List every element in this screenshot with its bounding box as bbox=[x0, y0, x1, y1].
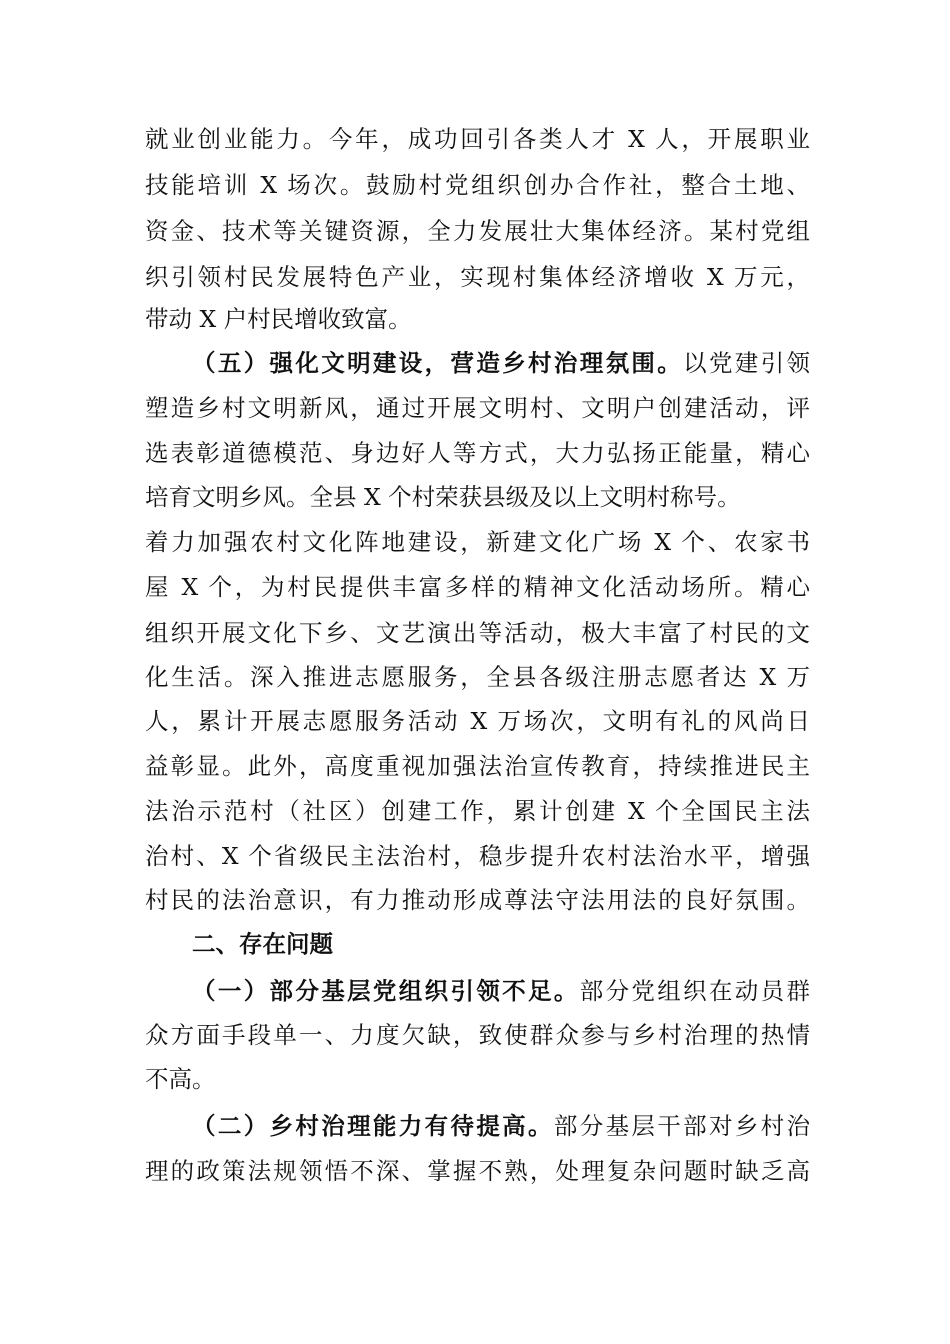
paragraph-line: 组织开展文化下乡、文艺演出等活动，极大丰富了村民的文 bbox=[145, 619, 810, 647]
paragraph-line: 带动 X 户村民增收致富。 bbox=[145, 305, 412, 333]
paragraph-line: 技能培训 X 场次。鼓励村党组织创办合作社，整合土地、 bbox=[145, 171, 810, 199]
paragraph-text: 部分基层干部对乡村治 bbox=[553, 1112, 811, 1140]
paragraph-line: 就业创业能力。今年，成功回引各类人才 X 人，开展职业 bbox=[145, 125, 810, 153]
paragraph-line: 化生活。深入推进志愿服务，全县各级注册志愿者达 X 万 bbox=[145, 663, 810, 691]
paragraph-first-line bbox=[192, 969, 810, 1013]
subsection-title: （五）强化文明建设，营造乡村治理氛围。 bbox=[192, 349, 684, 377]
paragraph-text: 以党建引领 bbox=[683, 349, 811, 377]
paragraph-line: 村民的法治意识，有力推动形成尊法守法用法的良好氛围。 bbox=[145, 886, 810, 914]
paragraph-line: 益彰显。此外，高度重视加强法治宣传教育，持续推进民主 bbox=[145, 752, 810, 780]
paragraph-first-line bbox=[192, 1104, 810, 1148]
paragraph-line: 众方面手段单一、力度欠缺，致使群众参与乡村治理的热情 bbox=[145, 1021, 810, 1049]
paragraph-line: 着力加强农村文化阵地建设，新建文化广场 X 个、农家书 bbox=[145, 528, 810, 556]
section-heading: 二、存在问题 bbox=[192, 930, 333, 958]
paragraph-line: 塑造乡村文明新风，通过开展文明村、文明户创建活动，评 bbox=[145, 394, 810, 422]
paragraph-line: 人，累计开展志愿服务活动 X 万场次，文明有礼的风尚日 bbox=[145, 707, 810, 735]
paragraph-line: 理的政策法规领悟不深、掌握不熟，处理复杂问题时缺乏高 bbox=[145, 1157, 810, 1185]
paragraph-line: 资金、技术等关键资源，全力发展壮大集体经济。某村党组 bbox=[145, 217, 810, 245]
paragraph-line: 屋 X 个，为村民提供丰富多样的精神文化活动场所。精心 bbox=[145, 573, 810, 601]
paragraph-line: 选表彰道德模范、身边好人等方式，大力弘扬正能量，精心 bbox=[145, 439, 810, 467]
subsection-title: （二）乡村治理能力有待提高。 bbox=[192, 1112, 554, 1140]
paragraph-line: 不高。 bbox=[145, 1065, 216, 1093]
subsection-title: （一）部分基层党组织引领不足。 bbox=[192, 977, 580, 1005]
paragraph-line: 培育文明乡风。全县 X 个村荣获县级及以上文明村称号。 bbox=[145, 483, 741, 511]
paragraph-line: 织引领村民发展特色产业，实现村集体经济增收 X 万元， bbox=[145, 263, 810, 291]
paragraph-text: 部分党组织在动员群 bbox=[579, 977, 811, 1005]
paragraph-line: 治村、X 个省级民主法治村，稳步提升农村法治水平，增强 bbox=[145, 842, 810, 870]
paragraph-first-line bbox=[192, 341, 810, 385]
paragraph-line: 法治示范村（社区）创建工作，累计创建 X 个全国民主法 bbox=[145, 797, 810, 825]
